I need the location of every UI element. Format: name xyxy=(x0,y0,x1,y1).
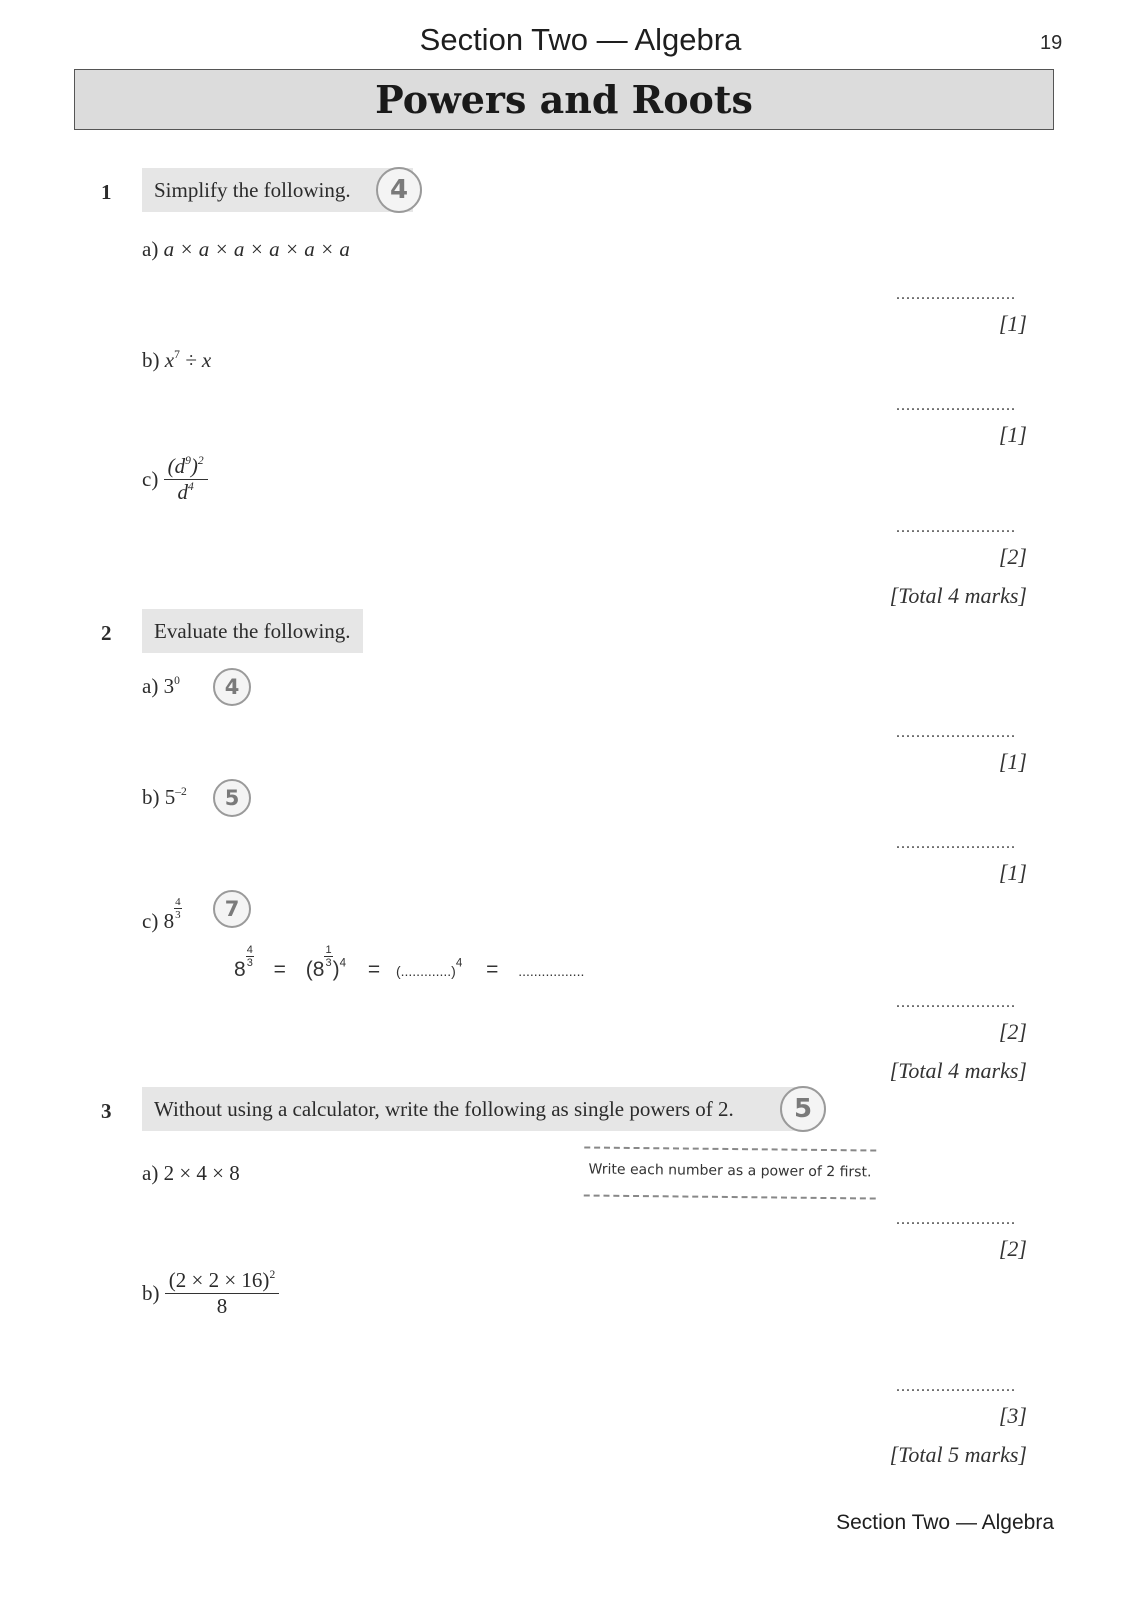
question-3-prompt-text: Without using a calculator, write the following as single powers of 2. xyxy=(154,1097,734,1121)
denominator-base: d xyxy=(177,480,188,504)
total-marks: [Total 4 marks] xyxy=(889,583,1027,608)
exponent-denominator: 3 xyxy=(175,909,181,921)
total-marks: [Total 5 marks] xyxy=(889,1442,1027,1467)
hint-note: Write each number as a power of 2 first. xyxy=(584,1146,877,1199)
marks-label: [3] xyxy=(998,1403,1027,1428)
base: 8 xyxy=(163,908,175,933)
answer-line[interactable]: ........................ xyxy=(896,1378,1016,1395)
grade-5-badge: 5 xyxy=(213,779,251,817)
marks-label: [2] xyxy=(998,1019,1027,1044)
numerator-text: (2 × 2 × 16) xyxy=(168,1268,270,1292)
working-step2-blank[interactable]: (.............) xyxy=(395,962,456,979)
question-1a xyxy=(142,237,350,262)
exponent-numerator: 4 xyxy=(246,944,253,956)
page-number: 19 xyxy=(1040,32,1063,54)
fractional-exponent xyxy=(174,896,182,921)
part-expression: 2 × 4 × 8 xyxy=(163,1161,240,1185)
part-label: b) xyxy=(142,1281,160,1305)
numerator xyxy=(164,454,208,480)
question-1c xyxy=(142,454,208,505)
working-final-blank[interactable]: ................. xyxy=(518,962,585,979)
working-lhs-exponent xyxy=(246,944,254,969)
working-step1-power: 4 xyxy=(339,957,346,970)
grade-5-badge: 5 xyxy=(780,1086,826,1132)
question-2c xyxy=(142,896,182,934)
numerator-base: (d xyxy=(167,454,186,478)
exponent: 7 xyxy=(174,348,180,361)
base: 3 xyxy=(163,674,175,698)
working-step1: (8 xyxy=(305,957,325,981)
working-lhs: 8 xyxy=(234,957,246,981)
question-2-prompt: Evaluate the following. xyxy=(142,609,363,653)
numerator xyxy=(165,1268,279,1294)
question-2b xyxy=(142,785,187,810)
part-label: c) xyxy=(142,908,159,933)
working-step2-power: 4 xyxy=(455,957,463,970)
question-1-number: 1 xyxy=(101,180,112,204)
part-label: c) xyxy=(142,467,159,491)
exponent: 0 xyxy=(174,674,180,687)
marks-label: [2] xyxy=(998,544,1027,569)
outer-exponent: 2 xyxy=(197,454,204,467)
numerator-exponent: 2 xyxy=(269,1268,276,1281)
question-1-prompt-text: Simplify the following. xyxy=(154,178,351,202)
denominator: 8 xyxy=(216,1294,228,1318)
answer-line[interactable]: ........................ xyxy=(896,724,1016,741)
working-step1-close: ) xyxy=(332,957,340,981)
exponent-numerator: 1 xyxy=(325,944,332,956)
part-expression-rest: ÷ x xyxy=(179,348,212,372)
part-label: b) xyxy=(142,785,160,809)
part-label: a) xyxy=(142,674,159,698)
answer-line[interactable]: ........................ xyxy=(896,1211,1016,1228)
exponent-numerator: 4 xyxy=(175,896,181,908)
exponent-denominator: 3 xyxy=(325,957,332,969)
question-1-prompt xyxy=(142,168,413,212)
equals-sign: = xyxy=(273,957,286,981)
total-marks: [Total 4 marks] xyxy=(889,1058,1027,1083)
equals-sign: = xyxy=(486,957,499,981)
question-2a xyxy=(142,674,180,699)
marks-label: [2] xyxy=(998,1236,1027,1261)
inner-exponent: 9 xyxy=(185,454,191,467)
page-title: Powers and Roots xyxy=(74,69,1054,130)
part-label: b) xyxy=(142,348,160,372)
part-label: a) xyxy=(142,237,159,261)
marks-label: [1] xyxy=(998,311,1027,336)
grade-4-badge: 4 xyxy=(376,167,422,213)
exponent: –2 xyxy=(175,785,187,798)
question-3-prompt xyxy=(142,1087,800,1131)
answer-line[interactable]: ........................ xyxy=(896,519,1016,536)
question-3b xyxy=(142,1268,279,1319)
answer-line[interactable]: ........................ xyxy=(896,994,1016,1011)
question-1b xyxy=(142,348,211,373)
equals-sign: = xyxy=(367,957,381,981)
question-2-number: 2 xyxy=(101,621,112,645)
marks-label: [1] xyxy=(998,860,1027,885)
marks-label: [1] xyxy=(998,749,1027,774)
part-label: a) xyxy=(142,1161,159,1185)
fraction xyxy=(164,454,208,505)
answer-line[interactable]: ........................ xyxy=(896,835,1016,852)
denominator xyxy=(164,480,208,505)
denominator-exponent: 4 xyxy=(187,480,194,493)
base: 5 xyxy=(164,785,176,809)
exponent-denominator: 3 xyxy=(246,957,253,969)
marks-label: [1] xyxy=(998,422,1027,447)
numerator-close: ) xyxy=(190,454,198,478)
running-footer: Section Two — Algebra xyxy=(836,1511,1054,1534)
worked-steps xyxy=(234,944,584,982)
question-3-number: 3 xyxy=(101,1099,112,1123)
part-expression: a × a × a × a × a × a xyxy=(163,237,350,261)
answer-line[interactable]: ........................ xyxy=(896,397,1016,414)
fraction xyxy=(165,1268,279,1319)
answer-line[interactable]: ........................ xyxy=(896,286,1016,303)
base: x xyxy=(164,348,175,372)
grade-7-badge: 7 xyxy=(213,890,251,928)
running-head: Section Two — Algebra xyxy=(419,22,742,57)
question-3a xyxy=(142,1161,240,1186)
working-step1-exponent xyxy=(324,944,332,969)
grade-4-badge: 4 xyxy=(213,668,251,706)
